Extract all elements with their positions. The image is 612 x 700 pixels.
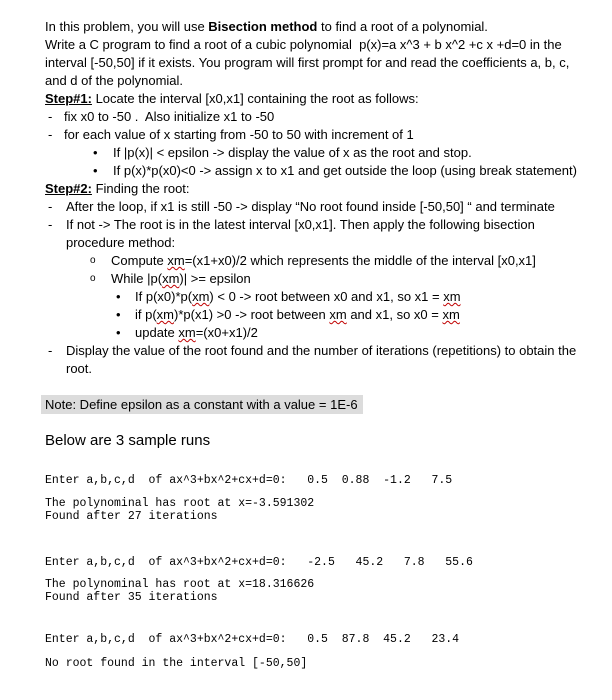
step2-sub-1 bbox=[111, 253, 536, 269]
bullet-marker: • bbox=[116, 307, 121, 322]
bullet-marker: • bbox=[116, 325, 121, 340]
spell-flag: xm bbox=[167, 253, 185, 268]
spell-flag: xm bbox=[178, 325, 196, 340]
spell-flag: xm bbox=[162, 271, 180, 286]
run-1-result: The polynominal has root at x=-3.591302 bbox=[45, 497, 315, 510]
step2-bullet-2 bbox=[135, 307, 460, 323]
spell-flag: xm bbox=[156, 307, 175, 322]
step2-dash-2b: procedure method: bbox=[66, 235, 176, 250]
text: if p( bbox=[135, 307, 157, 322]
spell-flag: xm bbox=[442, 307, 460, 322]
dash-marker: - bbox=[48, 217, 53, 232]
step2-heading-text: Finding the root: bbox=[91, 181, 190, 196]
step2-dash-2a: If not -> The root is in the latest interval [x0,x1]. Then apply the following bisection bbox=[66, 217, 535, 232]
runs-heading: Below are 3 sample runs bbox=[45, 432, 211, 449]
text: If p(x0)*p( bbox=[135, 289, 193, 304]
step2-bullet-1 bbox=[135, 289, 461, 305]
text: While |p( bbox=[111, 271, 163, 286]
run-1-prompt: Enter a,b,c,d of ax^3+bx^2+cx+d=0: 0.5 0.88 -1.2 7.5 bbox=[45, 474, 453, 487]
circle-bullet: o bbox=[90, 273, 96, 284]
text: =(x0+x1)/2 bbox=[195, 325, 258, 340]
step2-bullet-3 bbox=[135, 325, 258, 341]
step1-heading bbox=[45, 91, 419, 107]
bullet-marker: • bbox=[93, 145, 98, 160]
bullet-marker: • bbox=[93, 163, 98, 178]
text: Compute bbox=[111, 253, 168, 268]
spell-flag: xm bbox=[329, 307, 347, 322]
step1-bullet-1: If |p(x)| < epsilon -> display the value of x as the root and stop. bbox=[113, 145, 472, 160]
run-2-prompt: Enter a,b,c,d of ax^3+bx^2+cx+d=0: -2.5 45.2 7.8 55.6 bbox=[45, 556, 473, 569]
dash-marker: - bbox=[48, 199, 53, 214]
text: )*p(x1) >0 -> root between bbox=[174, 307, 330, 322]
run-2-iterations: Found after 35 iterations bbox=[45, 591, 218, 604]
step1-heading-text: Locate the interval [x0,x1] containing the root as follows: bbox=[91, 91, 419, 106]
circle-bullet: o bbox=[90, 255, 96, 266]
intro-line-3: interval [-50,50] if it exists. You program will first prompt for and read the coefficients a, b, c, bbox=[45, 55, 570, 70]
run-3-result: No root found in the interval [-50,50] bbox=[45, 657, 308, 670]
step1-dash-2: for each value of x starting from -50 to 50 with increment of 1 bbox=[64, 127, 414, 142]
text: update bbox=[135, 325, 179, 340]
step1-label: Step#1: bbox=[45, 91, 92, 106]
run-1-iterations: Found after 27 iterations bbox=[45, 510, 218, 523]
spell-flag: xm bbox=[443, 289, 461, 304]
step1-dash-1: fix x0 to -50 . Also initialize x1 to -50 bbox=[64, 109, 275, 124]
intro-line-2: Write a C program to find a root of a cubic polynomial p(x)=a x^3 + b x^2 +c x +d=0 in the bbox=[45, 37, 562, 52]
spell-flag: xm bbox=[192, 289, 210, 304]
intro-line-1 bbox=[45, 19, 488, 35]
run-3-prompt: Enter a,b,c,d of ax^3+bx^2+cx+d=0: 0.5 87.8 45.2 23.4 bbox=[45, 633, 460, 646]
step2-dash-1: After the loop, if x1 is still -50 -> display “No root found inside [-50,50] “ and terminate bbox=[66, 199, 555, 214]
method-name: Bisection method bbox=[208, 19, 318, 34]
intro-text-end: to find a root of a polynomial. bbox=[317, 19, 488, 34]
note-text: Note: Define epsilon as a constant with a value = 1E-6 bbox=[45, 397, 358, 412]
intro-text: In this problem, you will use bbox=[45, 19, 209, 34]
dash-marker: - bbox=[48, 127, 53, 142]
step1-bullet-2: If p(x)*p(x0)<0 -> assign x to x1 and get outside the loop (using break statement) bbox=[113, 163, 577, 178]
step2-heading bbox=[45, 181, 190, 197]
step2-label: Step#2: bbox=[45, 181, 92, 196]
bullet-marker: • bbox=[116, 289, 121, 304]
text: =(x1+x0)/2 which represents the middle of the interval [x0,x1] bbox=[184, 253, 536, 268]
dash-marker: - bbox=[48, 109, 53, 124]
intro-line-4: and d of the polynomial. bbox=[45, 73, 184, 88]
step2-dash-3a: Display the value of the root found and the number of iterations (repetitions) to obtain the bbox=[66, 343, 577, 358]
text: )| >= epsilon bbox=[179, 271, 251, 286]
step2-sub-2 bbox=[111, 271, 251, 287]
dash-marker: - bbox=[48, 343, 53, 358]
text: ) < 0 -> root between x0 and x1, so x1 = bbox=[209, 289, 444, 304]
step2-dash-3b: root. bbox=[66, 361, 93, 376]
text: and x1, so x0 = bbox=[346, 307, 443, 322]
run-2-result: The polynominal has root at x=18.316626 bbox=[45, 578, 315, 591]
